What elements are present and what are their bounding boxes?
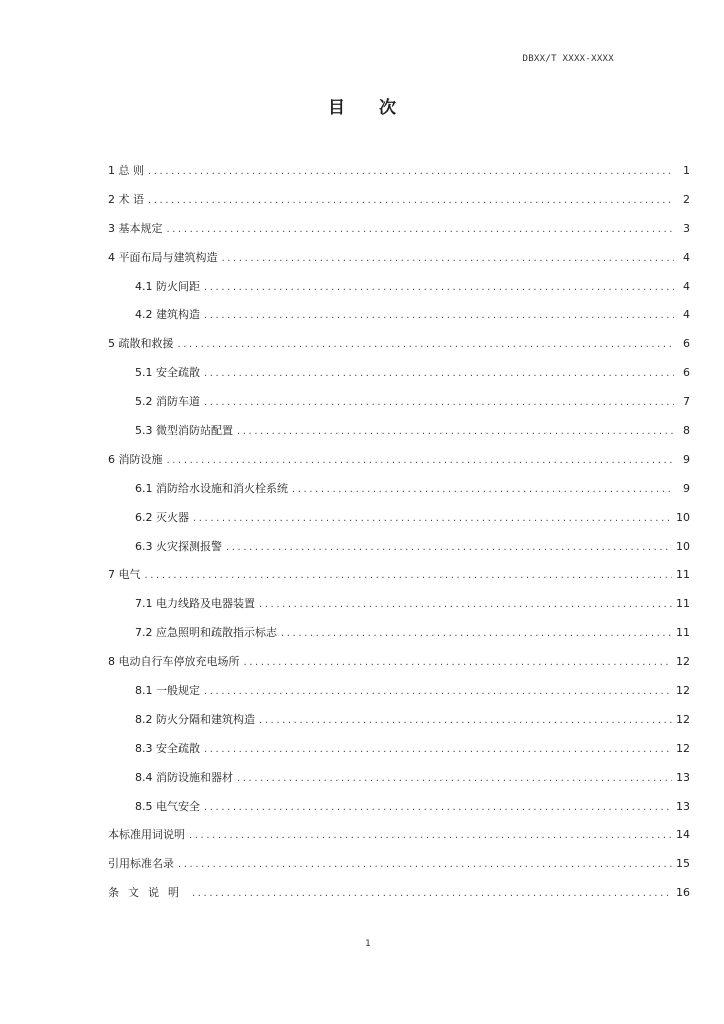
toc-entry-page: 16 — [676, 886, 690, 900]
toc-entry-label: 5.1 安全疏散 — [135, 366, 200, 380]
dot-leader — [178, 331, 675, 360]
toc-subentry[interactable] — [108, 706, 690, 735]
toc-subentry[interactable] — [108, 793, 690, 822]
toc-entry-label: 8.3 安全疏散 — [135, 741, 200, 755]
toc-subentry[interactable] — [108, 359, 690, 388]
toc-entry-label: 引用标准名录 — [108, 857, 174, 871]
toc-entry[interactable] — [108, 157, 690, 186]
dot-leader — [167, 216, 675, 245]
toc-entry-page: 14 — [676, 828, 690, 842]
toc-entry[interactable] — [108, 244, 690, 273]
toc-entry-label: 条文说明 — [108, 886, 188, 900]
toc-entry-label: 6.2 灭火器 — [135, 510, 189, 524]
toc-subentry[interactable] — [108, 590, 690, 619]
toc-entry-label: 8.4 消防设施和器材 — [135, 770, 233, 784]
toc-entry-page: 11 — [676, 626, 690, 640]
toc-entry[interactable] — [108, 215, 690, 244]
dot-leader — [259, 591, 672, 620]
toc-entry[interactable] — [108, 821, 690, 850]
toc-entry-page: 9 — [683, 481, 690, 495]
toc-entry-label: 4.1 防火间距 — [135, 279, 200, 293]
toc-entry-label: 2 术 语 — [108, 192, 144, 206]
toc-entry-label: 6.3 火灾探测报警 — [135, 539, 222, 553]
toc-entry-label: 8 电动自行车停放充电场所 — [108, 655, 240, 669]
toc-entry[interactable] — [108, 561, 690, 590]
toc-entry-page: 3 — [683, 221, 690, 235]
toc-entry-label: 7.1 电力线路及电器装置 — [135, 597, 255, 611]
dot-leader — [204, 360, 674, 389]
toc-entry-label: 6.1 消防给水设施和消火栓系统 — [135, 481, 288, 495]
toc-entry-label: 6 消防设施 — [108, 452, 163, 466]
toc-subentry[interactable] — [108, 677, 690, 706]
dot-leader — [222, 245, 675, 274]
toc-subentry[interactable] — [108, 417, 690, 446]
dot-leader — [145, 562, 673, 591]
toc-entry-page: 9 — [683, 452, 690, 466]
toc-entry-page: 15 — [676, 857, 690, 871]
toc-entry-label: 5.3 微型消防站配置 — [135, 424, 233, 438]
toc-entry-label: 4 平面布局与建筑构造 — [108, 250, 218, 264]
dot-leader — [292, 476, 674, 505]
dot-leader — [204, 302, 674, 331]
toc-entry-label: 3 基本规定 — [108, 221, 163, 235]
toc-entry-page: 12 — [676, 741, 690, 755]
dot-leader — [259, 707, 672, 736]
toc-entry-label: 5.2 消防车道 — [135, 395, 200, 409]
toc-entry-page: 10 — [676, 539, 690, 553]
toc-entry-page: 2 — [683, 192, 690, 206]
toc-entry-label: 7 电气 — [108, 568, 141, 582]
toc-entry-page: 10 — [676, 510, 690, 524]
dot-leader — [148, 187, 674, 216]
toc-entry-page: 12 — [676, 655, 690, 669]
document-code: DBXX/T XXXX-XXXX — [522, 54, 614, 64]
toc-entry-page: 13 — [676, 799, 690, 813]
toc-entry-label: 1 总 则 — [108, 164, 144, 177]
toc-entry-label: 8.1 一般规定 — [135, 684, 200, 698]
toc-subentry[interactable] — [108, 388, 690, 417]
toc-entry-page: 11 — [676, 568, 690, 582]
dot-leader — [204, 678, 672, 707]
dot-leader — [192, 880, 672, 909]
toc-subentry[interactable] — [108, 619, 690, 648]
table-of-contents — [108, 157, 690, 908]
dot-leader — [193, 505, 672, 534]
toc-subentry[interactable] — [108, 301, 690, 330]
toc-subentry[interactable] — [108, 273, 690, 302]
toc-entry[interactable] — [108, 850, 690, 879]
page-title: 目次 — [328, 98, 430, 118]
toc-subentry[interactable] — [108, 504, 690, 533]
toc-entry-page: 13 — [676, 770, 690, 784]
toc-entry[interactable] — [108, 186, 690, 215]
toc-entry-page: 7 — [683, 395, 690, 409]
dot-leader — [237, 418, 674, 447]
toc-subentry[interactable] — [108, 764, 690, 793]
toc-entry-page: 1 — [683, 164, 690, 177]
toc-subentry[interactable] — [108, 475, 690, 504]
dot-leader — [204, 736, 672, 765]
toc-entry-label: 7.2 应急照明和疏散指示标志 — [135, 626, 277, 640]
toc-entry-label: 本标准用词说明 — [108, 828, 185, 842]
toc-entry-page: 12 — [676, 684, 690, 698]
toc-entry[interactable] — [108, 879, 690, 908]
toc-entry-page: 4 — [683, 308, 690, 322]
toc-entry-page: 11 — [676, 597, 690, 611]
dot-leader — [281, 620, 672, 649]
dot-leader — [204, 794, 672, 823]
dot-leader — [148, 158, 674, 187]
dot-leader — [226, 534, 672, 563]
toc-entry[interactable] — [108, 446, 690, 475]
toc-entry-page: 8 — [683, 424, 690, 438]
toc-entry-label: 4.2 建筑构造 — [135, 308, 200, 322]
toc-subentry[interactable] — [108, 533, 690, 562]
toc-entry[interactable] — [108, 648, 690, 677]
toc-subentry[interactable] — [108, 735, 690, 764]
toc-entry-page: 6 — [683, 337, 690, 351]
dot-leader — [189, 822, 672, 851]
toc-entry[interactable] — [108, 330, 690, 359]
toc-entry-page: 12 — [676, 712, 690, 726]
toc-entry-label: 8.2 防火分隔和建筑构造 — [135, 712, 255, 726]
dot-leader — [204, 389, 674, 418]
toc-entry-label: 5 疏散和救援 — [108, 337, 174, 351]
toc-entry-label: 8.5 电气安全 — [135, 799, 200, 813]
toc-entry-page: 4 — [683, 250, 690, 264]
toc-entry-page: 6 — [683, 366, 690, 380]
dot-leader — [237, 765, 672, 794]
dot-leader — [244, 649, 673, 678]
toc-entry-page: 4 — [683, 279, 690, 293]
dot-leader — [167, 447, 675, 476]
dot-leader — [178, 851, 672, 880]
page-number: 1 — [365, 939, 371, 949]
dot-leader — [204, 274, 674, 303]
